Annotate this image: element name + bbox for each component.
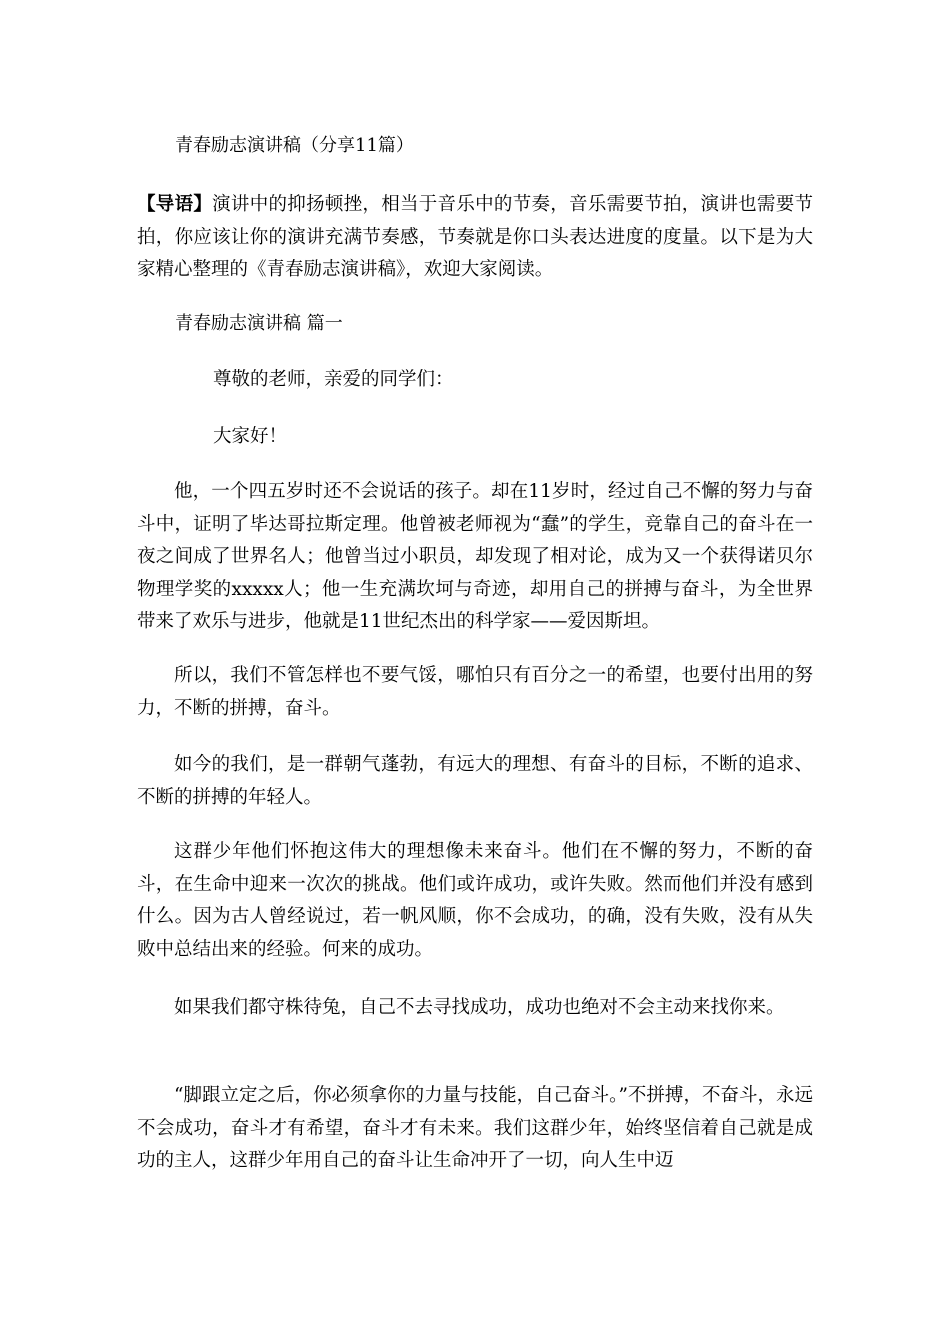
hello-line: 大家好！: [213, 426, 288, 447]
intro-paragraph: [137, 189, 813, 287]
intro-text: 演讲中的抑扬顿挫，相当于音乐中的节奏，音乐需要节拍，演讲也需要节拍，你应该让你的演讲充满节奏感，节奏就是你口头表达进度的度量。以下是为大家精心整理的《青春励志演讲稿》，欢迎大家阅读。: [137, 194, 813, 280]
body-paragraph-5: 如果我们都守株待兔，自己不去寻找成功，成功也绝对不会主动来找你来。: [174, 997, 785, 1018]
body-paragraph-2: 所以，我们不管怎样也不要气馁，哪怕只有百分之一的希望，也要付出用的努力，不断的拼搏，奋斗。: [137, 665, 813, 719]
section-title: 青春励志演讲稿 篇一: [175, 313, 343, 334]
intro-marker: 【导语】: [137, 194, 213, 215]
body-paragraph-1: 他，一个四五岁时还不会说话的孩子。却在11岁时，经过自己不懈的努力与奋斗中，证明了毕达哥拉斯定理。他曾被老师视为“蠢”的学生，竞靠自己的奋斗在一夜之间成了世界名人；他曾当过小职员，却发现了相对论，成为又一个获得诺贝尔物理学奖的xxxxx人；他一生充满坎坷与奇迹，却用自己的拼搏与奋斗，为全世界带来了欢乐与进步，他就是11世纪杰出的科学家——爱因斯坦。: [137, 481, 813, 632]
greeting-line: 尊敬的老师，亲爱的同学们：: [213, 369, 454, 390]
body-paragraph-6: “脚跟立定之后，你必须拿你的力量与技能，自己奋斗。”不拼搏，不奋斗，永远不会成功，奋斗才有希望，奋斗才有未来。我们这群少年，始终坚信着自己就是成功的主人，这群少年用自己的奋斗让生命冲开了一切，向人生中迈: [137, 1085, 813, 1171]
document-title: 青春励志演讲稿（分享11篇）: [175, 135, 414, 156]
body-paragraph-4: 这群少年他们怀抱这伟大的理想像未来奋斗。他们在不懈的努力，不断的奋斗，在生命中迎来一次次的挑战。他们或许成功，或许失败。然而他们并没有感到什么。因为古人曾经说过，若一帆风顺，你不会成功，的确，没有失败，没有从失败中总结出来的经验。何来的成功。: [137, 841, 813, 960]
body-paragraph-3: 如今的我们，是一群朝气蓬勃，有远大的理想、有奋斗的目标，不断的追求、不断的拼搏的年轻人。: [137, 754, 813, 808]
